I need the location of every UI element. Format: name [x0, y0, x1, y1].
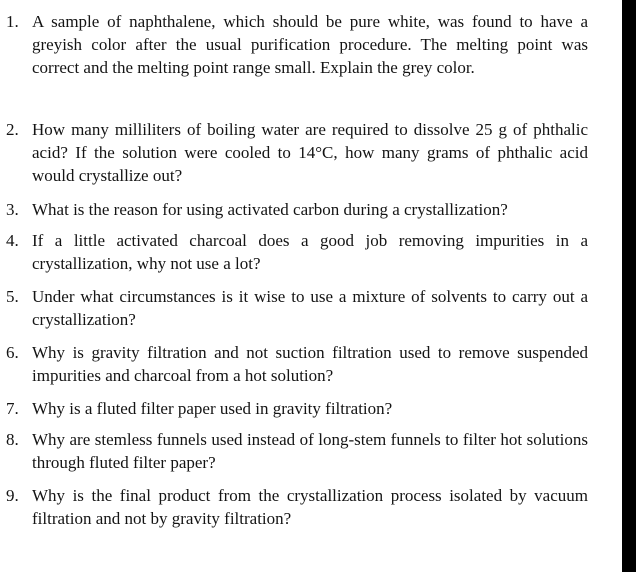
question-item-9 — [6, 484, 588, 530]
scan-edge-border — [622, 0, 636, 572]
question-number: 3. — [6, 200, 19, 219]
question-item-8 — [6, 428, 588, 474]
question-text: A sample of naphthalene, which should be pure white, was found to have a greyish color after the usual purification procedure. The melting point was correct and the melting point range small. Explain the grey color. — [32, 12, 588, 77]
question-item-5 — [6, 285, 588, 331]
question-text: Why are stemless funnels used instead of long-stem funnels to filter hot solutions through fluted filter paper? — [32, 430, 588, 472]
question-text: Why is the final product from the crystallization process isolated by vacuum filtration and not by gravity filtration? — [32, 486, 588, 528]
question-text: What is the reason for using activated carbon during a crystallization? — [32, 200, 508, 219]
question-number: 1. — [6, 12, 19, 31]
question-text: If a little activated charcoal does a good job removing impurities in a crystallization, why not use a lot? — [32, 231, 588, 273]
question-item-2 — [6, 118, 588, 187]
question-number: 8. — [6, 430, 19, 449]
question-text: Why is a fluted filter paper used in gravity filtration? — [32, 399, 393, 418]
question-number: 4. — [6, 231, 19, 250]
question-item-3 — [6, 198, 588, 221]
question-number: 7. — [6, 399, 19, 418]
question-item-6 — [6, 341, 588, 387]
question-number: 2. — [6, 120, 19, 139]
question-number: 6. — [6, 343, 19, 362]
question-number: 5. — [6, 287, 19, 306]
question-text: Under what circumstances is it wise to use a mixture of solvents to carry out a crystallization? — [32, 287, 588, 329]
question-item-7 — [6, 397, 588, 420]
question-item-4 — [6, 229, 588, 275]
question-number: 9. — [6, 486, 19, 505]
question-text: Why is gravity filtration and not suction filtration used to remove suspended impurities and charcoal from a hot solution? — [32, 343, 588, 385]
question-text: How many milliliters of boiling water are required to dissolve 25 g of phthalic acid? If the solution were cooled to 14°C, how many grams of phthalic acid would crystallize out? — [32, 120, 588, 185]
question-item-1 — [6, 10, 588, 79]
